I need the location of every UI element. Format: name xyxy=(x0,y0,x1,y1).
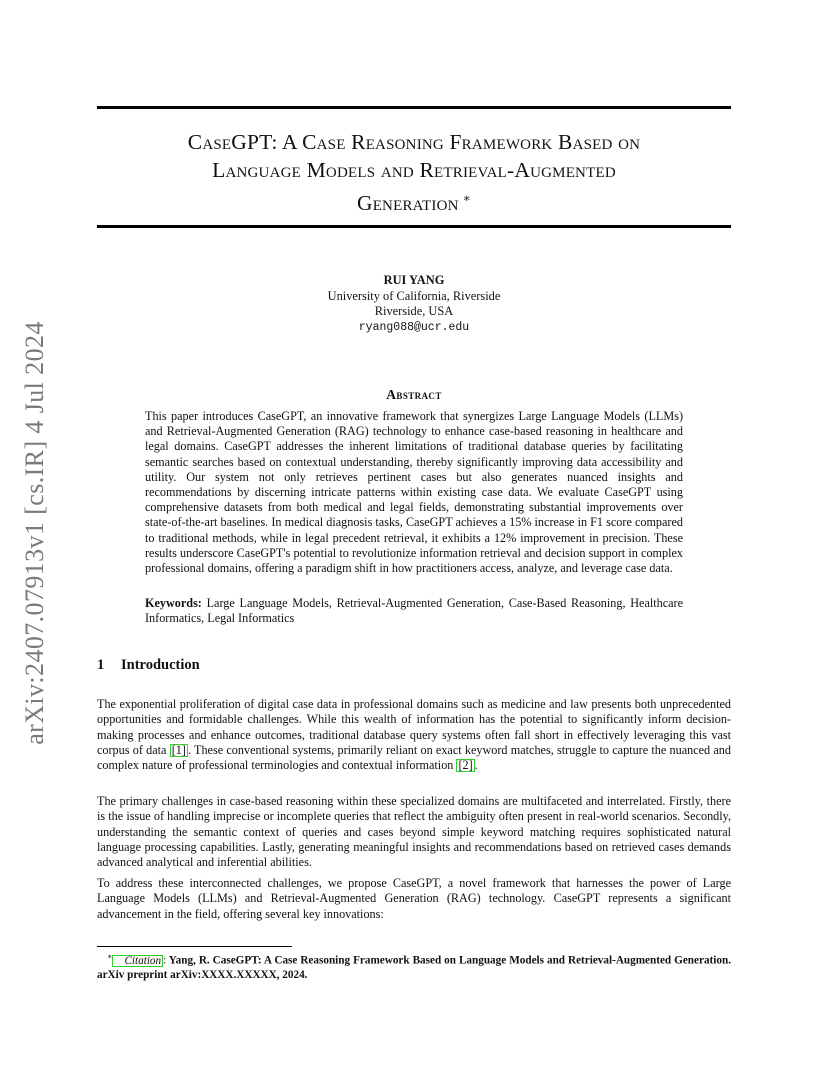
footnote-mark: ∗ xyxy=(107,952,113,961)
citation-link-2[interactable]: [2] xyxy=(458,758,473,773)
intro-paragraph-1 xyxy=(97,697,731,773)
p1-part-c: . xyxy=(474,758,478,773)
p1-part-a: The exponential proliferation of digital case data in professional domains such as medicine and law presents both unprecedented opportunities and formidable challenges. While this wealth of information has the potential to significantly inform decision-making processes and enhance outcomes, traditional database query systems often fall short in effectively leveraging this vast corpus of data xyxy=(97,697,731,757)
author-location: Riverside, USA xyxy=(374,304,454,318)
paper-title xyxy=(97,128,731,217)
arxiv-stamp-text: arXiv:2407.07913v1 [cs.IR] 4 Jul 2024 xyxy=(20,321,50,745)
abstract-heading: Abstract xyxy=(386,387,442,402)
footnote-rule xyxy=(97,946,292,947)
title-line-3-text: Generation xyxy=(356,191,459,215)
footnote-citation-text: Yang, R. CaseGPT: A Case Reasoning Framework Based on Language Models and Retrieval-Augmented Generation. arXiv preprint arXiv:XXXX.XXXXX, 2024. xyxy=(97,954,731,981)
author-email[interactable]: ryang088@ucr.edu xyxy=(358,320,470,334)
footnote-citation-link[interactable]: Citation xyxy=(112,955,163,967)
footnote-colon: : xyxy=(163,954,167,967)
section-title: Introduction xyxy=(121,657,200,673)
title-rule-top xyxy=(97,106,731,109)
intro-paragraph-2: The primary challenges in case-based reasoning within these specialized domains are multifaceted and interrelated. Firstly, there is the issue of handling imprecise or incomplete queries that reflect the ambiguity often present in real-world scenarios. Secondly, understanding the semantic context of queries and cases beyond simple keyword matching requires sophisticated natural language processing capabilities. Lastly, generating meaningful insights and recommendations based on retrieved cases demands advanced analytical and inferential abilities. xyxy=(97,794,731,870)
keywords xyxy=(145,596,683,626)
citation-link-1[interactable]: [1] xyxy=(171,742,186,757)
title-footnote-mark[interactable]: ∗ xyxy=(462,191,472,205)
section-number: 1 xyxy=(97,657,105,673)
title-line-2: Language Models and Retrieval-Augmented xyxy=(212,158,616,182)
section-heading-introduction xyxy=(97,657,200,674)
author-name: RUI YANG xyxy=(383,273,445,287)
abstract-text: This paper introduces CaseGPT, an innovative framework that synergizes Large Language Models (LLMs) and Retrieval-Augmented Generation (RAG) technology to enhance case-based reasoning in healthcare and legal domains. CaseGPT addresses the inherent limitations of traditional database queries by facilitating semantic searches based on contextual understanding, thereby significantly improving data accessibility and utility. Our system not only retrieves pertinent cases but also generates nuanced insights and recommendations by discerning intricate patterns within existing case data. We evaluate CaseGPT using comprehensive datasets from both medical and legal fields, demonstrating substantial improvements over state-of-the-art baselines. In medical diagnosis tasks, CaseGPT achieves a 15% increase in F1 score compared to traditional methods, while in legal precedent retrieval, it exhibits a 12% improvement in precision. These results underscore CaseGPT's potential to revolutionize information retrieval and decision support in complex professional domains, offering a paradigm shift in how practitioners access, analyze, and leverage case data. xyxy=(145,409,683,576)
title-line-3 xyxy=(97,184,731,217)
author-affiliation: University of California, Riverside xyxy=(327,288,501,303)
title-line-1: CaseGPT: A Case Reasoning Framework Based on xyxy=(187,130,641,154)
p1-part-b: . These conventional systems, primarily reliant on exact keyword matches, struggle to capture the nuanced and complex nature of professional terminologies and contextual information xyxy=(97,742,731,773)
arxiv-stamp xyxy=(12,313,58,753)
author-block xyxy=(97,273,731,335)
footnote xyxy=(97,950,731,982)
keywords-list: Large Language Models, Retrieval-Augmented Generation, Case-Based Reasoning, Healthcare Informatics, Legal Informatics xyxy=(145,596,684,626)
intro-paragraph-3: To address these interconnected challenges, we propose CaseGPT, a novel framework that harnesses the power of Large Language Models (LLMs) and Retrieval-Augmented Generation (RAG) technology. CaseGPT represents a significant advancement in the field, offering several key innovations: xyxy=(97,876,731,921)
keywords-label: Keywords: xyxy=(145,596,202,610)
title-rule-bottom xyxy=(97,225,731,228)
